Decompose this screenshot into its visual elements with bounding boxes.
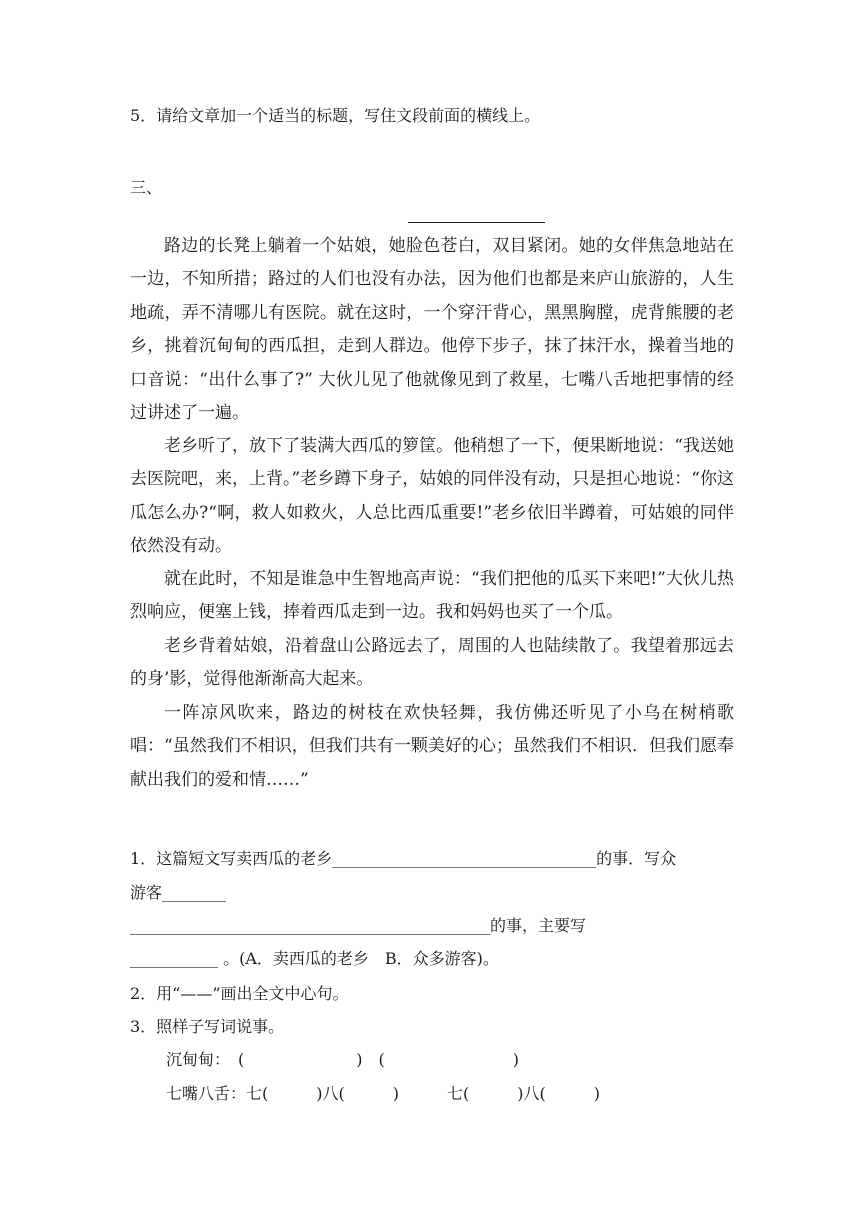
question-3: 3．照样子写词说事。 — [130, 1017, 285, 1036]
question-1-line-4: ___________ 。(A．卖西瓜的老乡 B．众多游客)。 — [130, 949, 499, 968]
question-3-row-1: 沉甸甸： ( ) ( ) — [166, 1050, 519, 1069]
passage-paragraph-5: 一阵凉风吹来，路边的树枝在欢快轻舞，我仿佛还听见了小乌在树梢歌唱：“虽然我们不相识，但我们共有一颗美好的心；虽然我们不相识．但我们愿奉献出我们的爱和情……” — [130, 703, 734, 790]
passage-paragraph-1: 路边的长凳上躺着一个姑娘，她脸色苍白，双目紧闭。她的女伴焦急地站在一边，不知所措；路过的人们也没有办法，因为他们也都是来庐山旅游的，人生地疏，弄不清哪儿有医院。就在这时，一个穿汗背心，黑黑胸膛，虎背熊腰的老乡，挑着沉甸甸的西瓜担，走到人群边。他停下步子，抹了抹汗水，操着当地的口音说：“出什么事了?” 大伙儿见了他就像见到了救星，七嘴八舌地把事情的经过讲述了一遍。 — [130, 236, 734, 424]
question-1-line-1: 1．这篇短文写卖西瓜的老乡_________________________________的事．写众 — [130, 849, 677, 868]
passage-paragraph-2: 老乡听了，放下了装满大西瓜的箩筐。他稍想了一下，便果断地说：“我送她去医院吧，来，上背。”老乡蹲下身子，姑娘的同伴没有动，只是担心地说：“你这瓜怎么办?“啊，救人如救火，人总比西瓜重要!”老乡依旧半蹲着，可姑娘的同伴依然没有动。 — [130, 436, 734, 557]
question-1-line-3: _____________________________________________的事，主要写 — [130, 916, 587, 935]
title-blank-line — [408, 222, 545, 223]
passage-paragraph-3: 就在此时，不知是谁急中生智地高声说：“我们把他的瓜买下来吧!”大伙儿热烈响应，便塞上钱，捧着西瓜走到一边。我和妈妈也买了一个瓜。 — [130, 569, 734, 623]
section-label: 三、 — [130, 178, 163, 197]
question-1-line-2: 游客________ — [130, 883, 227, 902]
question-5-instruction: 5．请给文章加一个适当的标题，写住文段前面的横线上。 — [130, 106, 541, 125]
question-3-row-2: 七嘴八舌：七( )八( ) 七( )八( ) — [166, 1084, 600, 1103]
question-2: 2．用“——”画出全文中心句。 — [130, 984, 349, 1003]
passage-paragraph-4: 老乡背着姑娘，沿着盘山公路远去了，周围的人也陆续散了。我望着那远去的身’影，觉得他渐渐高大起来。 — [130, 636, 734, 690]
